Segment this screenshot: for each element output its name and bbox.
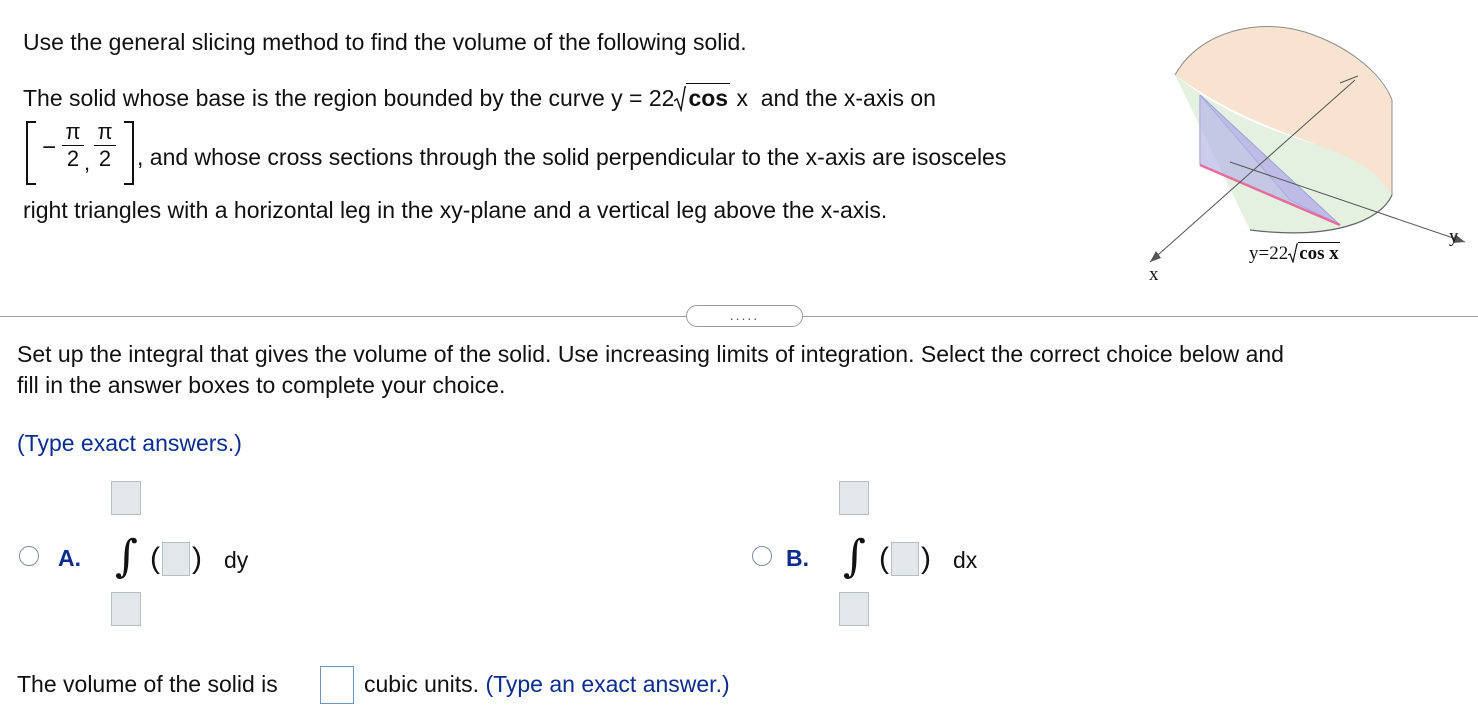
sqrt-sign-icon xyxy=(674,86,686,112)
interval-minus: − xyxy=(42,134,57,161)
problem-line-4: right triangles with a horizontal leg in the xy-plane and a vertical leg above the x-axis. xyxy=(23,197,888,223)
interval-left-numerator: π xyxy=(65,119,81,144)
volume-hint: (Type an exact answer.) xyxy=(485,671,730,697)
x-axis-arrow-icon xyxy=(1150,251,1161,262)
figure-x-label: x xyxy=(1149,264,1159,285)
figure-curve-cos: cos x xyxy=(1299,243,1339,264)
choice-a-integrand-input[interactable] xyxy=(162,542,190,576)
choice-b-integral-sign-icon: ∫ xyxy=(843,531,866,582)
choice-b-lower-limit-input[interactable] xyxy=(839,592,869,626)
volume-answer-line xyxy=(364,670,730,698)
choice-a-radio[interactable] xyxy=(19,546,39,566)
interval-left-fraction xyxy=(62,120,84,171)
volume-answer-input[interactable] xyxy=(320,666,354,704)
choice-a-integral-sign-icon: ∫ xyxy=(115,531,138,582)
figure-curve-sqrt xyxy=(1298,242,1340,264)
choice-a-differential: dy xyxy=(224,547,249,573)
figure-y-label: y xyxy=(1449,226,1459,247)
choice-b-letter[interactable]: B. xyxy=(786,545,809,571)
choice-b-differential: dx xyxy=(953,547,978,573)
interval-right-denominator: 2 xyxy=(98,146,112,171)
expand-toggle-button[interactable]: ..... xyxy=(686,305,803,327)
choice-a-lower-limit-input[interactable] xyxy=(111,592,141,626)
problem-line-2-prefix: The solid whose base is the region bounded by the curve y = 22 xyxy=(23,85,675,111)
divider-left xyxy=(0,316,686,317)
interval-right-numerator: π xyxy=(97,119,113,144)
problem-line-2 xyxy=(23,83,936,112)
figure-curve-prefix: y=22 xyxy=(1249,243,1289,264)
choice-b-open-paren: ( xyxy=(879,542,889,575)
type-exact-hint: (Type exact answers.) xyxy=(17,430,242,456)
problem-line-3: , and whose cross sections through the solid perpendicular to the x-axis are isosceles xyxy=(137,144,1007,170)
problem-line-2-suffix: and the x-axis on xyxy=(760,85,936,111)
interval-right-fraction xyxy=(94,120,116,171)
choice-a-close-paren: ) xyxy=(192,542,202,575)
interval-left-denominator: 2 xyxy=(66,146,80,171)
left-bracket xyxy=(26,121,36,185)
figure-sqrt-icon xyxy=(1288,243,1298,263)
choice-a-open-paren: ( xyxy=(150,542,160,575)
sqrt-x: x xyxy=(730,85,748,111)
divider-right xyxy=(802,316,1478,317)
choice-b-close-paren: ) xyxy=(921,542,931,575)
problem-line-1: Use the general slicing method to find the volume of the following solid. xyxy=(23,29,747,55)
instructions-line-2: fill in the answer boxes to complete your choice. xyxy=(17,372,506,398)
choice-a-letter[interactable]: A. xyxy=(58,545,81,571)
choice-a-upper-limit-input[interactable] xyxy=(111,481,141,515)
sqrt-expression xyxy=(674,83,730,112)
choice-b-integrand-input[interactable] xyxy=(891,542,919,576)
right-bracket xyxy=(124,121,134,185)
choice-b-radio[interactable] xyxy=(752,546,772,566)
sqrt-radicand: cos xyxy=(688,85,729,111)
figure-curve-label xyxy=(1249,243,1340,265)
volume-suffix: cubic units. xyxy=(364,671,480,697)
instructions-line-1: Set up the integral that gives the volume of the solid. Use increasing limits of integration. Select the correct choice below and xyxy=(17,341,1284,367)
volume-prefix: The volume of the solid is xyxy=(17,671,278,697)
choice-b-upper-limit-input[interactable] xyxy=(839,481,869,515)
interval-comma: , xyxy=(84,150,91,175)
